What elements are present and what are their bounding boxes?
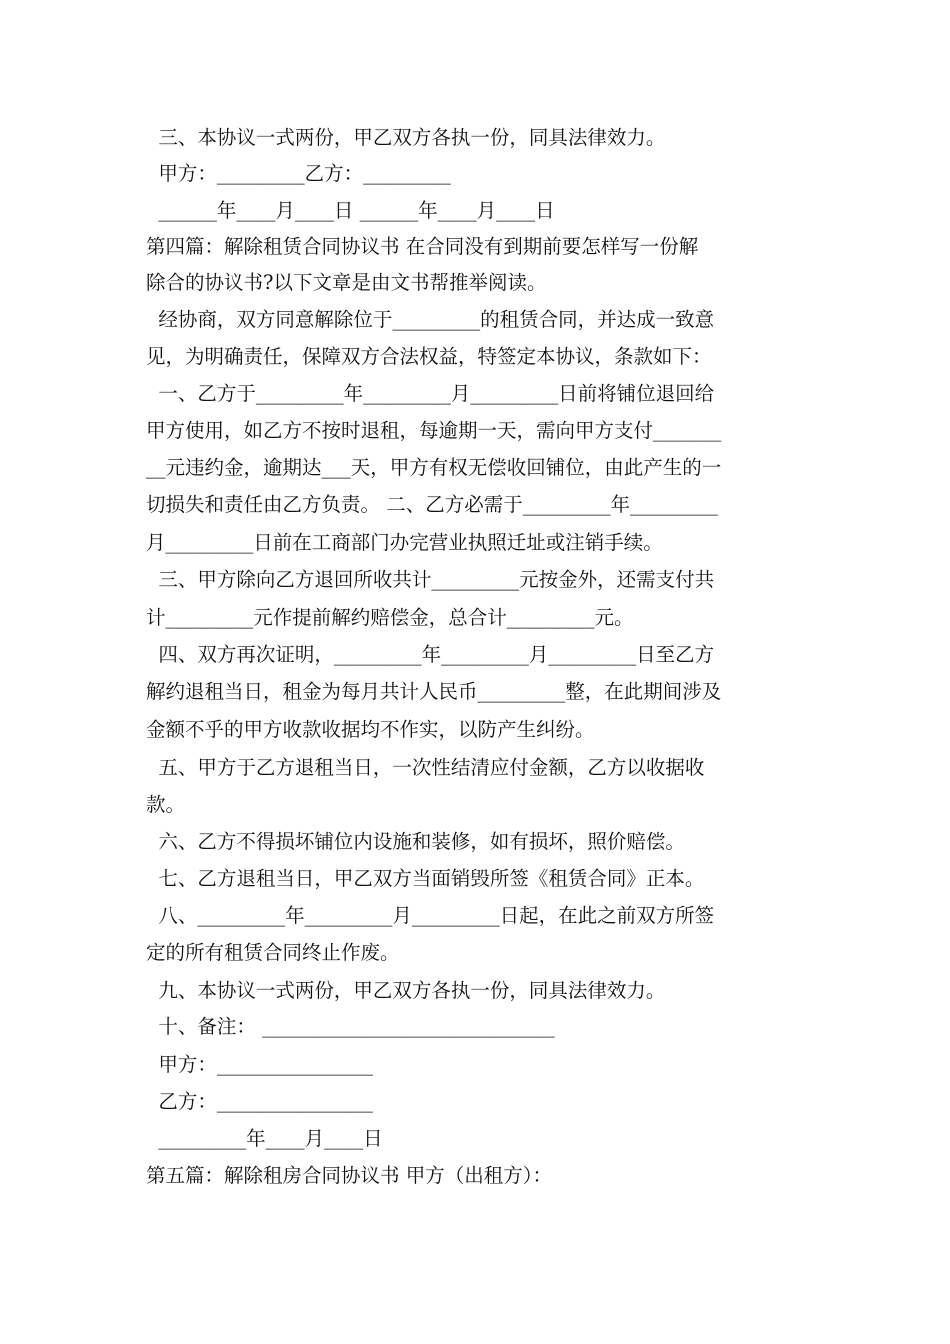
text-line: 款。	[146, 793, 186, 816]
text-line: 月_________日前在工商部门办完营业执照迁址或注销手续。	[146, 531, 663, 554]
text-line: 甲方：_________乙方：_________	[146, 162, 451, 185]
text-line: 切损失和责任由乙方负责。 二、乙方必需于_________年_________	[146, 493, 718, 516]
text-line: 计_________元作提前解约赔偿金，总合计_________元。	[146, 606, 634, 629]
text-line: 甲方：________________	[146, 1053, 373, 1076]
text-line: __元违约金，逾期达___天，甲方有权无偿收回铺位，由此产生的一	[146, 456, 722, 479]
text-line: 八、_________年_________月_________日起，在此之前双方所签	[146, 904, 715, 927]
text-line: 乙方：________________	[146, 1090, 373, 1113]
text-line: 甲方使用，如乙方不按时退租，每逾期一天，需向甲方支付_______	[146, 419, 722, 442]
text-line: 除合的协议书?以下文章是由文书帮推举阅读。	[146, 271, 547, 294]
text-line: ______年____月____日 ______年____月____日	[146, 199, 555, 222]
text-line: 九、本协议一式两份，甲乙双方各执一份，同具法律效力。	[146, 979, 666, 1002]
text-line: _________年____月____日	[146, 1127, 383, 1150]
text-line: 四、双方再次证明，_________年_________月_________日至乙方	[146, 643, 715, 666]
text-line: 定的所有租赁合同终止作废。	[146, 941, 400, 964]
text-line: 一、乙方于_________年_________月_________日前将铺位退回给	[146, 382, 715, 405]
text-line: 五、甲方于乙方退租当日，一次性结清应付金额，乙方以收据收	[146, 756, 705, 779]
text-line: 经协商，双方同意解除位于_________的租赁合同，并达成一致意	[146, 308, 715, 331]
text-line: 七、乙方退租当日，甲乙双方当面销毁所签《租赁合同》正本。	[146, 867, 705, 890]
text-line: 解约退租当日，租金为每月共计人民币_________整，在此期间涉及	[146, 680, 722, 703]
text-line: 三、本协议一式两份，甲乙双方各执一份，同具法律效力。	[146, 126, 666, 149]
section-heading: 第四篇：解除租赁合同协议书 在合同没有到期前要怎样写一份解	[146, 235, 699, 258]
text-line: 金额不乎的甲方收款收据均不作实，以防产生纠纷。	[146, 718, 595, 741]
text-line: 三、甲方除向乙方退回所收共计_________元按金外，还需支付共	[146, 568, 715, 591]
text-line: 十、备注： ______________________________	[146, 1015, 555, 1038]
text-line: 见，为明确责任，保障双方合法权益，特签定本协议，条款如下：	[146, 345, 712, 368]
section-heading: 第五篇：解除租房合同协议书 甲方（出租方）：	[146, 1164, 552, 1187]
text-line: 六、乙方不得损坏铺位内设施和装修，如有损坏，照价赔偿。	[146, 830, 685, 853]
